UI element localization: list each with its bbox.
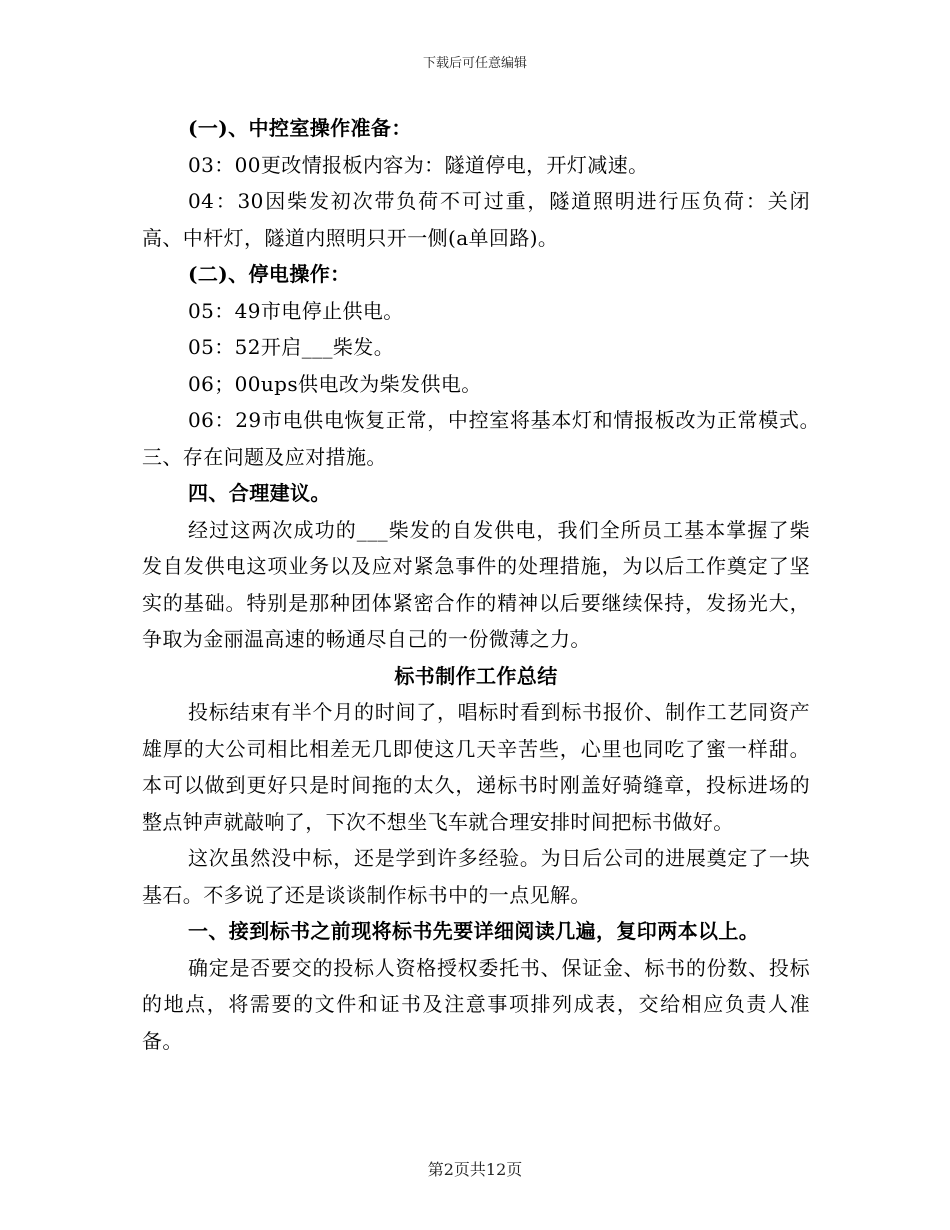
document-body bbox=[142, 110, 831, 1059]
paragraph: 04：30因柴发初次带负荷不可过重，隧道照明进行压负荷：关闭高、中杆灯，隧道内照明只开一侧(a单回路)。 bbox=[142, 189, 810, 250]
paragraph: 这次虽然没中标，还是学到许多经验。为日后公司的进展奠定了一块基石。不多说了还是谈谈制作标书中的一点见解。 bbox=[142, 846, 810, 907]
page-footer: 第2页共12页 bbox=[427, 1160, 523, 1179]
paragraph: 06；00ups供电改为柴发供电。 bbox=[188, 371, 482, 396]
section-heading: (二)、停电操作： bbox=[188, 262, 351, 286]
paragraph: 06：29市电供电恢复正常，中控室将基本灯和情报板改为正常模式。 三、存在问题及应对措施。 bbox=[142, 408, 831, 469]
paragraph: 05：49市电停止供电。 bbox=[188, 298, 404, 323]
paragraph: 经过这两次成功的___柴发的自发供电，我们全所员工基本掌握了柴发自发供电这项业务以及应对紧急事件的处理措施，为以后工作奠定了坚实的基础。特别是那种团体紧密合作的精神以后要继续保持，发扬光大，争取为金丽温高速的畅通尽自己的一份微薄之力。 bbox=[142, 517, 810, 651]
paragraph: 03：00更改情报板内容为：隧道停电，开灯减速。 bbox=[188, 152, 649, 177]
section-heading: (一)、中控室操作准备： bbox=[188, 116, 412, 140]
section-heading: 一、接到标书之前现将标书先要详细阅读几遍，复印两本以上。 bbox=[188, 919, 760, 943]
paragraph: 投标结束有半个月的时间了，唱标时看到标书报价、制作工艺同资产雄厚的大公司相比相差无几即使这几天辛苦些，心里也同吃了蜜一样甜。本可以做到更好只是时间拖的太久，递标书时刚盖好骑缝章，投标进场的整点钟声就敲响了，下次不想坐飞车就合理安排时间把标书做好。 bbox=[142, 700, 810, 834]
page-header: 下载后可任意编辑 bbox=[422, 56, 527, 71]
paragraph: 确定是否要交的投标人资格授权委托书、保证金、标书的份数、投标的地点，将需要的文件和证书及注意事项排列成表，交给相应负责人准备。 bbox=[142, 955, 810, 1053]
document-title: 标书制作工作总结 bbox=[394, 663, 558, 688]
paragraph: 05：52开启___柴发。 bbox=[188, 335, 395, 359]
section-heading: 四、合理建议。 bbox=[188, 481, 331, 505]
